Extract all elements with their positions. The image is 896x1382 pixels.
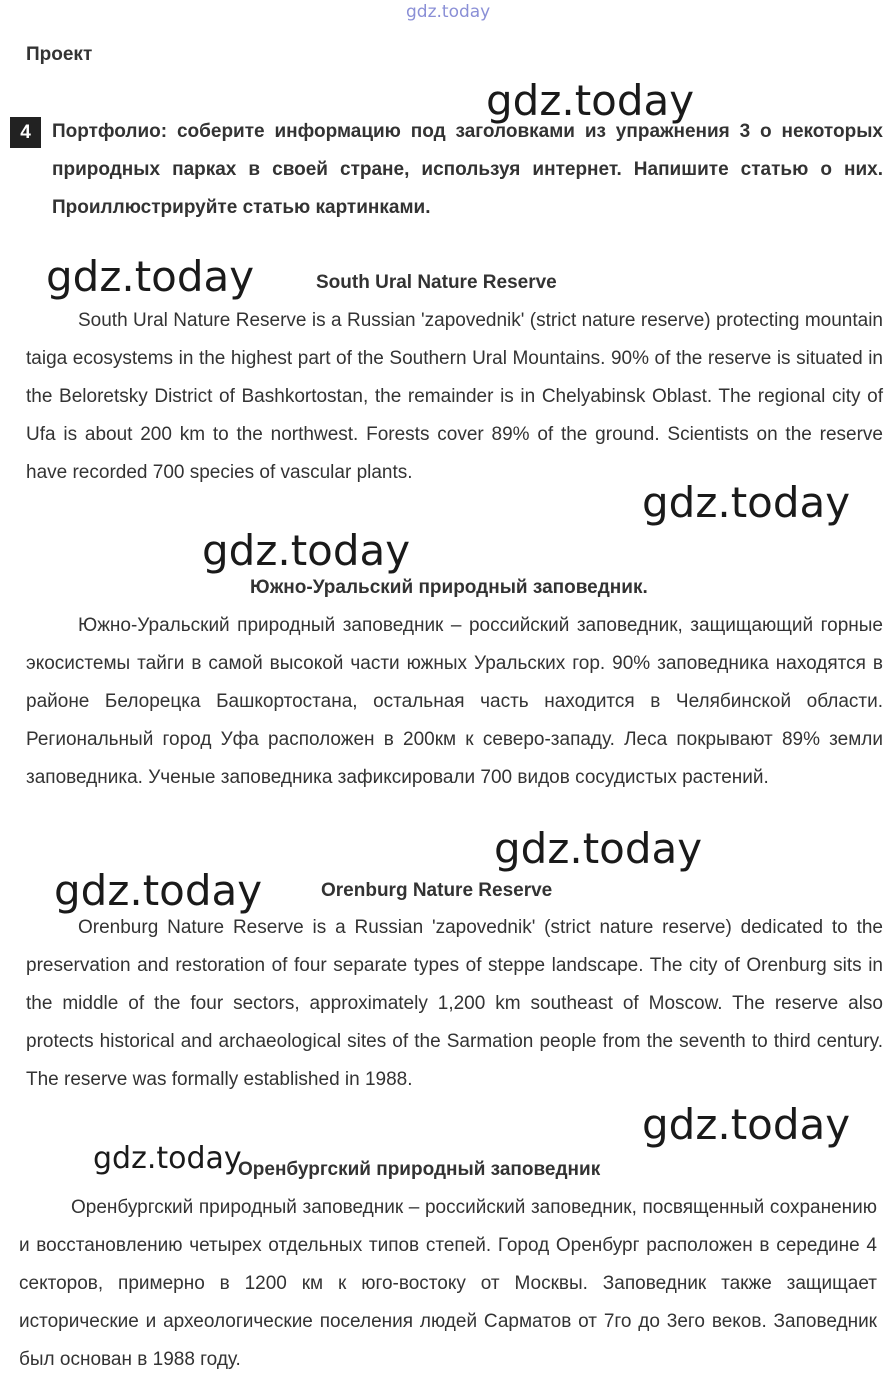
- task-number-badge: 4: [10, 117, 41, 148]
- article-title: Южно-Уральский природный заповедник.: [250, 577, 648, 598]
- article-body: [26, 909, 883, 1099]
- watermark: gdz.today: [46, 252, 255, 301]
- article-paragraph: Оренбургский природный заповедник – российский заповедник, посвященный сохранению и восстановлению четырех отдельных типов степей. Город Оренбург расположен в середине 4 секторов, примерно в 1200 км к юго-востоку от Москвы. Заповедник также защищает исторические и археологические поселения людей Сарматов от 7го до 3его веков. Заповедник был основан в 1988 году.: [19, 1197, 877, 1370]
- task-instruction: Портфолио: соберите информацию под заголовками из упражнения 3 о некоторых природных парках в своей стране, используя интернет. Напишите статью о них. Проиллюстрируйте статью картинками.: [52, 121, 883, 218]
- watermark-top: gdz.today: [406, 2, 491, 22]
- watermark: gdz.today: [202, 526, 411, 575]
- article-title: Оренбургский природный заповедник: [238, 1159, 601, 1180]
- watermark: gdz.today: [642, 478, 851, 527]
- article-title: Orenburg Nature Reserve: [321, 880, 553, 901]
- watermark: gdz.today: [486, 76, 695, 125]
- watermark: gdz.today: [494, 824, 703, 873]
- article-body: [26, 607, 883, 797]
- article-body: [19, 1189, 877, 1379]
- article-paragraph: South Ural Nature Reserve is a Russian 'zapovednik' (strict nature reserve) protecting mountain taiga ecosystems in the highest part of the Southern Ural Mountains. 90% of the reserve is situated in the Beloretsky District of Bashkortostan, the remainder is in Chelyabinsk Oblast. The regional city of Ufa is about 200 km to the northwest. Forests cover 89% of the ground. Scientists on the reserve have recorded 700 species of vascular plants.: [26, 310, 883, 483]
- article-title: South Ural Nature Reserve: [316, 272, 557, 293]
- article-paragraph: Южно-Уральский природный заповедник – российский заповедник, защищающий горные экосистемы тайги в самой высокой части южных Уральских гор. 90% заповедника находятся в районе Белорецка Башкортостана, остальная часть находится в Челябинской области. Региональный город Уфа расположен в 200км к северо-западу. Леса покрывают 89% земли заповедника. Ученые заповедника зафиксировали 700 видов сосудистых растений.: [26, 615, 883, 788]
- watermark: gdz.today: [93, 1141, 242, 1176]
- section-label: Проект: [26, 44, 93, 65]
- watermark: gdz.today: [54, 866, 263, 915]
- article-body: [26, 302, 883, 492]
- article-paragraph: Orenburg Nature Reserve is a Russian 'zapovednik' (strict nature reserve) dedicated to the preservation and restoration of four separate types of steppe landscape. The city of Orenburg sits in the middle of the four sectors, approximately 1,200 km southeast of Moscow. The reserve also protects historical and archaeological sites of the Sarmation people from the seventh to third century. The reserve was formally established in 1988.: [26, 917, 883, 1090]
- watermark: gdz.today: [642, 1100, 851, 1149]
